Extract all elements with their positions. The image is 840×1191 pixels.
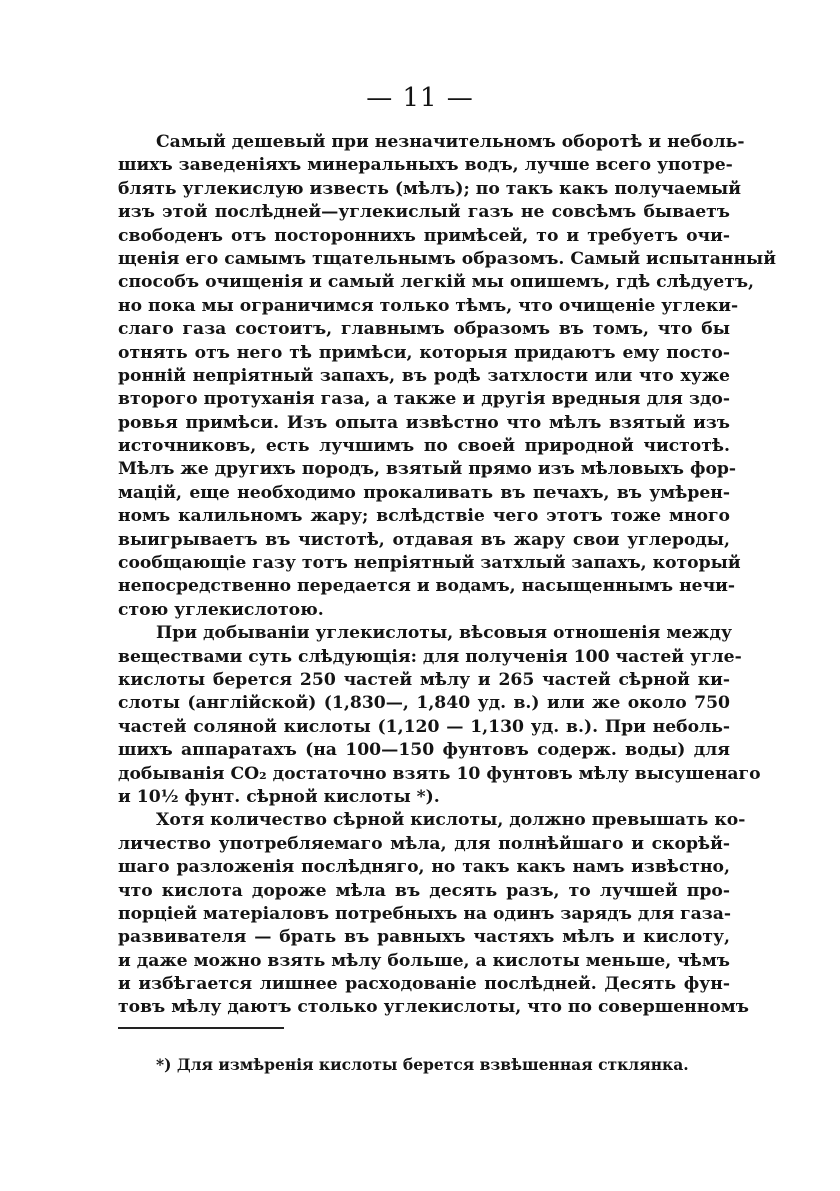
text-line: личество употребляемаго мѣла, для полнѣйшаго и скорѣй-: [118, 833, 730, 854]
text-line: ровья примѣси. Изъ опыта извѣстно что мѣлъ взятый изъ: [118, 412, 730, 433]
text-line: способъ очищенiя и самый легкiй мы опишемъ, гдѣ слѣдуетъ,: [118, 272, 755, 293]
text-line: мацiй, еще необходимо прокаливать въ печахъ, въ умѣрен-: [118, 482, 730, 503]
text-line: второго протуханiя газа, а также и другiя вредныя для здо-: [118, 389, 730, 410]
text-line: стою углекислотою.: [118, 599, 324, 620]
text-line: веществами суть слѣдующiя: для полученiя 100 частей угле-: [118, 646, 742, 667]
text-line: щенiя его самымъ тщательнымъ образомъ. Самый испытанный: [118, 248, 777, 269]
text-line: сообщающiе газу тотъ непрiятный затхлый запахъ, который: [118, 553, 741, 574]
text-line: номъ калильномъ жару; вслѣдствiе чего этотъ тоже много: [118, 506, 730, 527]
text-line: шаго разложенiя послѣдняго, но такъ какъ намъ извѣстно,: [118, 857, 730, 878]
text-line: непосредственно передается и водамъ, насыщеннымъ нечи-: [118, 576, 736, 597]
text-line: что кислота дороже мѣла въ десять разъ, то лучшей про-: [118, 880, 730, 901]
text-line: порцiей матерiаловъ потребныхъ на одинъ зарядъ для газа-: [118, 903, 732, 924]
text-line: выигрываетъ въ чистотѣ, отдавая въ жару свои углероды,: [118, 529, 730, 550]
text-line: изъ этой послѣдней—углекислый газъ не совсѣмъ бываетъ: [118, 202, 730, 223]
text-line: шихъ заведенiяхъ минеральныхъ водъ, лучше всего употре-: [118, 155, 733, 176]
page-number: — 11 —: [366, 83, 474, 113]
paragraph-1: [118, 131, 777, 622]
text-line: шихъ аппаратахъ (на 100—150 фунтовъ содерж. воды) для: [118, 740, 730, 761]
paragraph-3: [118, 809, 749, 1020]
text-line: источниковъ, есть лучшимъ по своей природной чистотѣ.: [118, 436, 730, 457]
text-line: отнять отъ него тѣ примѣси, которыя придаютъ ему посто-: [118, 342, 730, 363]
footnote-divider: [118, 1027, 284, 1029]
text-line: товъ мѣлу даютъ столько углекислоты, что по совершенномъ: [118, 997, 749, 1018]
text-line: и 10½ фунт. сѣрной кислоты *).: [118, 786, 440, 807]
paragraph-2: [118, 622, 761, 809]
text-line: слоты (англiйской) (1,830—, 1,840 уд. в.) или же около 750: [118, 693, 730, 714]
text-line: и избѣгается лишнее расходованiе послѣдней. Десять фун-: [118, 974, 730, 995]
text-line: развивателя — брать въ равныхъ частяхъ мѣлъ и кислоту,: [118, 927, 730, 948]
text-line: но пока мы ограничимся только тѣмъ, что очищенiе углеки-: [118, 295, 739, 316]
text-line: свободенъ отъ постороннихъ примѣсей, то и требуетъ очи-: [118, 225, 730, 246]
text-line: Хотя количество сѣрной кислоты, должно превышать ко-: [156, 810, 746, 831]
text-line: кислоты берется 250 частей мѣлу и 265 частей сѣрной ки-: [118, 669, 730, 690]
text-line: ронній непрiятный запахъ, въ родѣ затхлости или что хуже: [118, 365, 730, 386]
body-text: [118, 131, 777, 1020]
footnote: *) Для измѣренiя кислоты берется взвѣшенная стклянка.: [156, 1055, 689, 1074]
text-line: При добываніи углекислоты, вѣсовыя отношенiя между: [156, 623, 732, 644]
text-line: блять углекислую известь (мѣлъ); по такъ какъ получаемый: [118, 178, 742, 199]
text-line: слаго газа состоитъ, главнымъ образомъ въ томъ, что бы: [118, 319, 730, 340]
text-line: Самый дешевый при незначительномъ оборотѣ и неболь-: [156, 132, 745, 152]
text-line: частей соляной кислоты (1,120 — 1,130 уд. в.). При неболь-: [118, 716, 730, 737]
text-line: Мѣлъ же другихъ породъ, взятый прямо изъ мѣловыхъ фор-: [118, 459, 737, 480]
text-line: добыванiя CO₂ достаточно взять 10 фунтовъ мѣлу высушенаго: [118, 763, 761, 784]
text-line: и даже можно взять мѣлу больше, а кислоты меньше, чѣмъ: [118, 950, 730, 971]
